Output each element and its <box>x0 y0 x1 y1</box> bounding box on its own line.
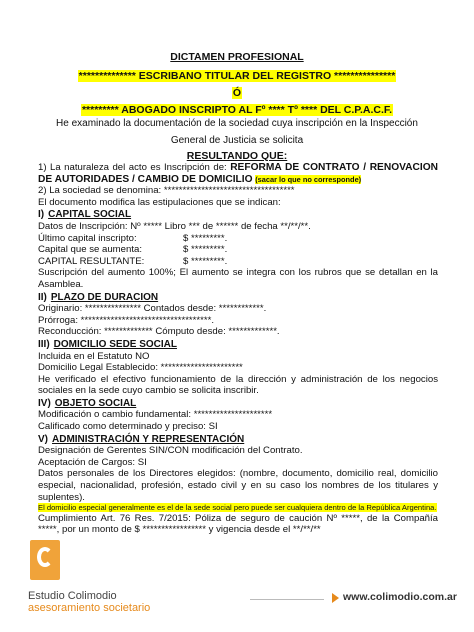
section-plazo-num: II) <box>38 291 47 303</box>
section-objeto-title: OBJETO SOCIAL <box>54 397 137 409</box>
capital-aumenta-label: Capital que se aumenta: <box>38 244 142 256</box>
domicilio-incluida: Incluida en el Estatuto NO <box>38 350 150 362</box>
section-domicilio-title: DOMICILIO SEDE SOCIAL <box>53 338 178 350</box>
section-admin-title: ADMINISTRACIÓN Y REPRESENTACIÓN <box>52 433 245 445</box>
admin-cumplimiento: Cumplimiento Art. 76 Res. 7/2015: Póliza de seguro de caución Nº *****, de la Compañía *****, por un monto de $ ***************** y vigencia desde el **/**/** <box>38 512 438 536</box>
logo-c-shape <box>37 547 53 567</box>
document-body <box>38 162 438 536</box>
admin-datos: Datos personales de los Directores elegidos: (nombre, documento, domicilio real, domicilio especial, nacionalidad, profesión, estado civil y en su caso los nombres de los titulares y suplentes). <box>38 468 438 503</box>
section-capital-heading <box>38 209 438 221</box>
arrow-right-icon <box>332 593 339 603</box>
paragraph-1 <box>38 162 438 185</box>
p1-note: (sacar lo que no corresponde) <box>255 174 362 184</box>
plazo-originario: Originario: *************** Contados desde: ************. <box>38 303 267 315</box>
capital-resultante-label: CAPITAL RESULTANTE: <box>38 255 145 267</box>
intro-line-1: He examinado la documentación de la sociedad cuya inscripción en la Inspección <box>56 118 418 129</box>
footer-tagline: asesoramiento societario <box>28 602 151 614</box>
capital-datos: Datos de Inscripción: Nº ***** Libro *** de ****** de fecha **/**/**. <box>38 220 311 232</box>
section-capital-num: I) <box>38 209 45 221</box>
resultando-heading: RESULTANDO QUE: <box>186 150 288 162</box>
footer-brand: Estudio Colimodio <box>28 590 117 602</box>
objeto-calificado: Calificado como determinado y preciso: SI <box>38 421 218 433</box>
section-domicilio-heading <box>38 339 438 351</box>
plazo-reconduccion: Reconducción: ************* Cómputo desde: *************. <box>38 326 280 338</box>
section-admin-heading <box>38 434 438 446</box>
p1-prefix: 1) La naturaleza del acto es Inscripción de: <box>38 162 231 173</box>
admin-note-wrap <box>38 503 438 513</box>
paragraph-3: El documento modifica las estipulaciones que se indican: <box>38 196 281 208</box>
admin-designacion: Designación de Gerentes SIN/CON modificación del Contrato. <box>38 445 303 457</box>
intro-paragraph <box>40 115 434 149</box>
section-admin-num: V) <box>38 433 48 445</box>
footer-url-link[interactable]: www.colimodio.com.ar <box>343 591 457 603</box>
capital-ultimo-label: Último capital inscripto: <box>38 232 137 244</box>
admin-note: El domicilio especial generalmente es el de la sede social pero puede ser cualquiera dentro de la República Argentina. <box>38 503 437 513</box>
objeto-modificacion: Modificación o cambio fundamental: ********************* <box>38 409 273 421</box>
capital-resultante-value: $ *********. <box>183 255 228 267</box>
section-plazo-heading <box>38 292 438 304</box>
domicilio-verificado: He verificado el efectivo funcionamiento de la dirección y administración de los negocios sociales en la sede cuyo cambio se solicita inscribir. <box>38 373 438 397</box>
capital-resultante <box>38 256 438 268</box>
admin-aceptacion: Aceptación de Cargos: SI <box>38 456 147 468</box>
document-title: DICTAMEN PROFESIONAL <box>170 51 304 63</box>
capital-aumenta <box>38 244 438 256</box>
intro-line-2: General de Justicia se solicita <box>170 135 304 146</box>
or-line <box>0 87 474 99</box>
section-objeto-heading <box>38 398 438 410</box>
or-text: Ó <box>232 87 242 99</box>
section-plazo-title: PLAZO DE DURACION <box>50 291 159 303</box>
plazo-prorroga: Prórroga: ***********************************. <box>38 314 214 326</box>
domicilio-legal: Domicilio Legal Establecido: ********************** <box>38 362 243 374</box>
footer-divider <box>250 599 324 600</box>
capital-ultimo <box>38 233 438 245</box>
capital-suscripcion: Suscripción del aumento 100%; El aumento se integra con los rubros que se detallan en la Asamblea. <box>38 267 438 290</box>
capital-ultimo-value: $ *********. <box>183 232 228 244</box>
p1-acts: REFORMA DE CONTRATO / RENOVACION DE AUTORIDADES / CAMBIO DE DOMICILIO <box>38 162 438 185</box>
section-objeto-num: IV) <box>38 397 51 409</box>
section-capital-title: CAPITAL SOCIAL <box>48 209 132 221</box>
abogado-text: ********* ABOGADO INSCRIPTO AL Fº **** Tº **** DEL C.P.A.C.F. <box>81 104 393 116</box>
section-domicilio-num: III) <box>38 338 50 350</box>
escribano-line <box>0 70 474 82</box>
paragraph-2: 2) La sociedad se denomina: *********************************** <box>38 185 295 197</box>
colimodio-logo-icon <box>30 540 60 580</box>
capital-aumenta-value: $ *********. <box>183 244 228 256</box>
escribano-text: ************** ESCRIBANO TITULAR DEL REGISTRO *************** <box>78 70 396 82</box>
